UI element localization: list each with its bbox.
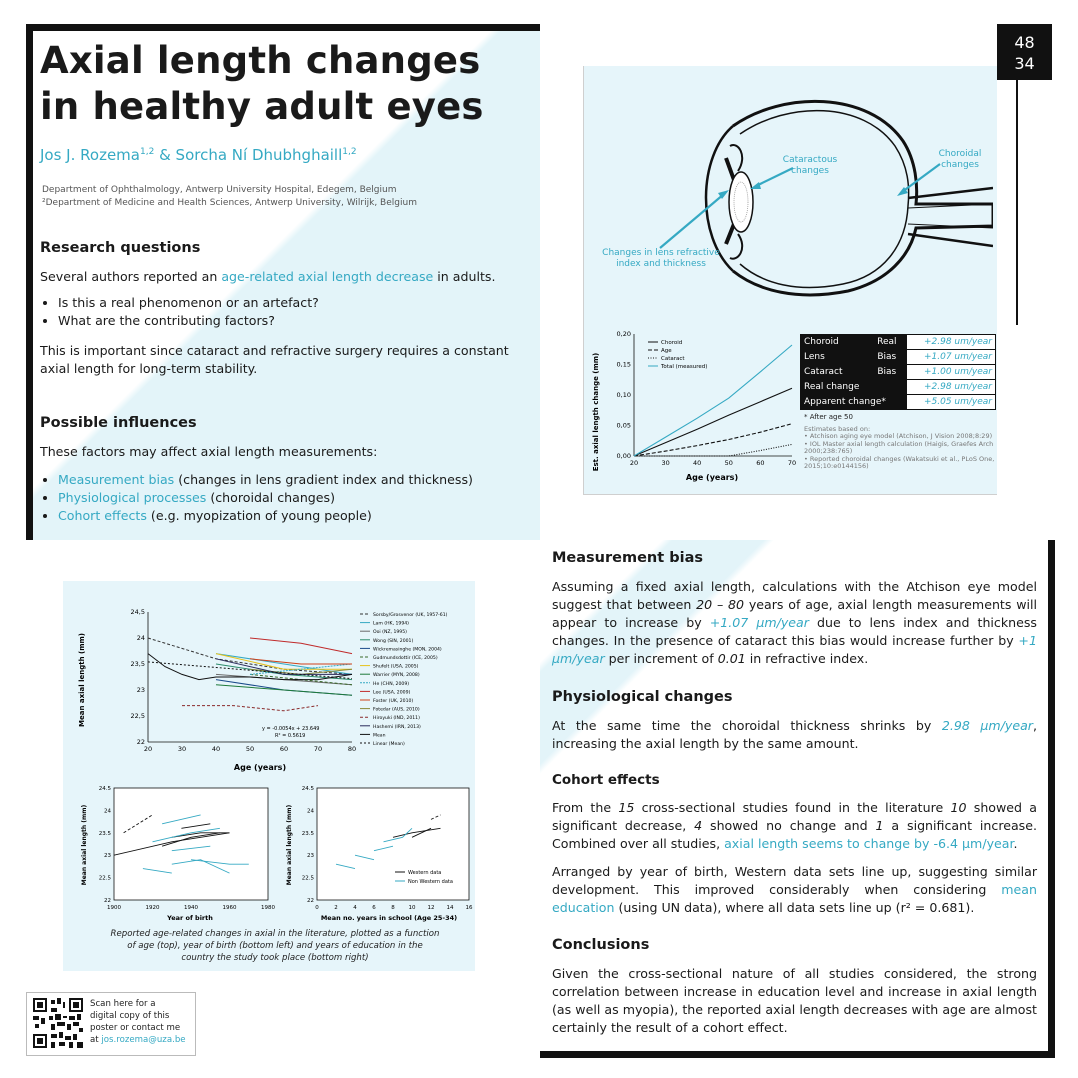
x-tick-label: 70 <box>313 745 323 753</box>
affiliation-1: Department of Ophthalmology, Antwerp University Hospital, Edegem, Belgium <box>42 185 397 195</box>
series-line <box>182 706 318 711</box>
co-text: From the <box>552 800 619 815</box>
y-tick-label: 23.5 <box>98 830 111 837</box>
co-combined-rate: axial length seems to change by -6.4 µm/year <box>724 836 1014 851</box>
legend-label: Western data <box>408 870 442 876</box>
table-cell-value: +1.07 um/year <box>906 350 995 365</box>
list-item: • What are the contributing factors? <box>58 312 548 330</box>
table-source: • Reported choroidal changes (Wakatsuki et al., PLoS One, 2015;10:e0144156) <box>804 454 995 470</box>
x-tick-label: 8 <box>391 905 395 911</box>
rq-intro-highlight: age-related axial length decrease <box>221 269 434 284</box>
legend-label: Ooi (NZ, 1995) <box>373 630 407 636</box>
y-tick-label: 0,10 <box>616 391 631 399</box>
legend-label: Age <box>661 348 672 354</box>
author-1: Jos J. Rozema <box>40 146 140 164</box>
x-tick-label: 1940 <box>184 905 198 911</box>
text-panel-right-bar <box>1048 540 1055 1058</box>
x-tick-label: 4 <box>353 905 357 911</box>
rq-intro-end: in adults. <box>433 269 496 284</box>
x-tick-label: 40 <box>693 459 702 467</box>
x-tick-label: 30 <box>661 459 670 467</box>
chart4-ylabel: Mean axial length (mm) <box>286 804 293 886</box>
cohort-text <box>552 799 1037 853</box>
axial-length-vs-education-chart <box>283 780 475 925</box>
conclusions-heading: Conclusions <box>552 937 650 953</box>
y-tick-label: 23 <box>136 686 145 694</box>
table-row <box>801 395 996 410</box>
chart2-fit-equation: y = -0.0054x + 23.649 <box>262 726 320 732</box>
mb-cataract-bias: +1 µm/year <box>552 633 1037 666</box>
influence-text: (e.g. myopization of young people) <box>146 508 372 523</box>
affiliation-2: ²Department of Medicine and Health Sciences, Antwerp University, Wilrijk, Belgium <box>42 198 417 208</box>
research-questions-list <box>40 294 548 330</box>
chart4-xlabel: Mean no. years in school (Age 25-34) <box>320 914 458 922</box>
co-num: 10 <box>950 800 967 815</box>
header-top-bar <box>26 24 540 31</box>
legend-label: He (CHN, 2009) <box>373 681 410 687</box>
influence-highlight: Physiological processes <box>58 490 207 505</box>
chart1-ylabel: Est. axial length change (mm) <box>592 352 600 472</box>
legend-label: Lam (HK, 1994) <box>373 621 409 627</box>
co-text: . <box>1013 836 1018 851</box>
legend-label: Shufelt (USA, 2005) <box>373 664 419 670</box>
table-cell-name: Choroid <box>801 335 868 350</box>
sclera-outline <box>733 101 993 295</box>
mb-text: in refractive index. <box>745 651 869 666</box>
y-tick-label: 23 <box>307 853 314 860</box>
text-panel-bottom-bar <box>540 1051 1055 1058</box>
influence-text: (choroidal changes) <box>206 490 336 505</box>
possible-influences-heading: Possible influences <box>40 415 197 431</box>
x-tick-label: 1980 <box>261 905 275 911</box>
mb-text: due to lens index and thickness changes. In the presence of cataract this bias would increase further by <box>552 615 1037 648</box>
table-cell-name: Real change <box>801 380 907 395</box>
mb-text: per increment of <box>604 651 718 666</box>
y-tick-label: 22 <box>307 898 314 904</box>
x-tick-label: 16 <box>465 905 473 911</box>
y-tick-label: 24 <box>307 808 314 815</box>
y-tick-label: 0,05 <box>616 421 631 430</box>
table-row <box>801 380 996 395</box>
qr-line: poster or contact me <box>90 1023 181 1033</box>
chart2-ylabel: Mean axial length (mm) <box>78 633 86 727</box>
y-tick-label: 23,5 <box>130 660 145 668</box>
x-tick-label: 1960 <box>222 905 237 911</box>
legend-label: Foster (UK, 2010) <box>373 699 414 704</box>
conclusions-text: Given the cross-sectional nature of all studies considered, the strong correlation between increase in education level and increase in axial length (as well as myopia), the reported axial length decreases with age are almost certainly the result of a cohort effect. <box>552 966 1037 1035</box>
x-tick-label: 60 <box>279 745 289 753</box>
y-tick-label: 24 <box>104 808 111 815</box>
bias-table-notes <box>804 414 999 471</box>
co-text: Arranged by year of birth, Western data sets line up, suggesting similar development. This improved considerably when considering <box>552 864 1037 897</box>
co-text: showed no change and <box>702 818 876 833</box>
x-tick-label: 20 <box>143 745 153 753</box>
author-2-affil: 1,2 <box>342 147 357 157</box>
table-cell-value: +1.00 um/year <box>906 365 995 380</box>
legend-label: Lee (USA, 2009) <box>373 690 411 696</box>
table-cell-name: Apparent change* <box>801 395 907 410</box>
legend-label: Wickremasinghe (MON, 2004) <box>373 647 442 653</box>
table-cell-type: Bias <box>867 365 906 380</box>
mb-text: Assuming a fixed axial length, calculations with the Atchison eye model suggest that between <box>552 579 1037 612</box>
author-separator: & <box>154 146 176 164</box>
label-lens-changes: Changes in lens refractive index and thickness <box>602 248 720 269</box>
optic-nerve <box>908 188 993 246</box>
axial-length-vs-education-plot <box>302 786 473 911</box>
x-tick-label: 50 <box>245 745 255 753</box>
x-tick-label: 1900 <box>107 905 121 911</box>
legend-label: Hiroyuki (IND, 2011) <box>373 716 420 722</box>
table-cell-name: Cataract <box>801 365 868 380</box>
series-line <box>634 345 792 456</box>
x-tick-label: 6 <box>372 905 376 911</box>
research-questions-note: This is important since cataract and refractive surgery requires a constant axial length for long-term stability. <box>40 343 509 376</box>
qr-line: digital copy of this <box>90 1011 170 1021</box>
iris-top <box>726 158 734 180</box>
co-num: 1 <box>875 818 884 833</box>
table-sources-title: Estimates based on: <box>804 424 871 433</box>
eye-cross-section-diagram <box>598 86 993 316</box>
figure-caption: Reported age-related changes in axial in the literature, plotted as a function of age (top), year of birth (bottom left) and years of education in the country the study took place (bottom right) <box>110 929 440 963</box>
title-line-2: in healthy adult eyes <box>40 85 484 128</box>
mb-age-range: 20 – 80 <box>696 597 745 612</box>
measurement-bias-text <box>552 578 1037 668</box>
y-tick-label: 24.5 <box>301 786 314 792</box>
ph-text: At the same time the choroidal thickness shrinks by <box>552 718 942 733</box>
optic-nerve-inner <box>908 204 993 228</box>
qr-code-icon[interactable] <box>33 998 83 1048</box>
co-text: showed a significant decrease, <box>552 800 1037 833</box>
table-footnote: * After age 50 <box>804 413 853 421</box>
table-row <box>801 350 996 365</box>
possible-influences-list <box>40 471 553 525</box>
x-tick-label: 70 <box>787 459 797 467</box>
table-cell-type: Real <box>867 335 906 350</box>
table-row <box>801 365 996 380</box>
x-tick-label: 12 <box>427 905 435 911</box>
ph-text: , increasing the axial length by the same amount. <box>552 718 1037 751</box>
co-text: a significant increase. Combined over all studies, <box>552 818 1037 851</box>
table-source: • Atchison aging eye model (Atchison, J Vision 2008;8:29) <box>804 432 993 440</box>
table-cell-type: Bias <box>867 350 906 365</box>
x-tick-label: 80 <box>347 745 357 753</box>
qr-line: Scan here for a <box>90 999 156 1009</box>
mb-text: years of age, axial length measurements will appear to increase by <box>552 597 1038 630</box>
axial-length-vs-birth-year-plot <box>99 786 276 911</box>
table-cell-value: +5.05 um/year <box>906 395 995 410</box>
chart3-xlabel: Year of birth <box>167 914 213 922</box>
legend-label: Linear (Mean) <box>373 742 405 747</box>
research-questions-heading: Research questions <box>40 240 201 256</box>
y-tick-label: 24,5 <box>130 608 145 616</box>
co-num: 4 <box>694 818 703 833</box>
affiliations <box>42 184 417 210</box>
legend-label: Sorsby/Grosvenor (UK, 1957-61) <box>373 613 448 618</box>
y-tick-label: 23 <box>104 853 111 860</box>
x-tick-label: 0 <box>315 905 319 911</box>
qr-instructions <box>90 998 186 1046</box>
physiological-text <box>552 717 1037 753</box>
legend-label: Cataract <box>661 356 685 362</box>
series-line <box>634 388 792 456</box>
influence-text: (changes in lens gradient index and thickness) <box>174 472 473 487</box>
legend-label: Warrier (MYN, 2008) <box>373 673 420 679</box>
list-item <box>58 507 553 525</box>
page-number-bottom: 34 <box>1014 54 1035 73</box>
y-tick-label: 22.5 <box>98 875 111 882</box>
chart2-r-squared: R² = 0.5619 <box>275 733 306 739</box>
legend-label: Gudmundsdottir (ICE, 2005) <box>373 656 438 661</box>
possible-influences-intro: These factors may affect axial length measurements: <box>40 444 378 459</box>
co-text: (using UN data), where all data sets line up (r² = 0.681). <box>614 900 975 915</box>
chart2-xlabel: Age (years) <box>233 763 287 772</box>
co-num: 15 <box>618 800 635 815</box>
title-line-1: Axial length changes <box>40 39 481 82</box>
series-line <box>634 424 792 456</box>
x-tick-label: 40 <box>211 745 221 753</box>
mb-index-step: 0.01 <box>717 651 746 666</box>
ph-choroid-rate: 2.98 µm/year <box>941 718 1033 733</box>
legend-label: Fotedar (AUS, 2010) <box>373 707 420 713</box>
crystalline-lens <box>729 172 753 232</box>
measurement-bias-heading: Measurement bias <box>552 550 703 566</box>
legend-label: Choroid <box>661 340 683 346</box>
legend-label: Mean <box>373 733 386 739</box>
label-choroidal-changes: Choroidal changes <box>938 149 982 170</box>
y-tick-label: 0,20 <box>616 330 631 338</box>
chart1-xlabel: Age (years) <box>685 473 739 482</box>
y-tick-label: 24.5 <box>98 786 111 792</box>
contact-email-link[interactable]: jos.rozema@uza.be <box>101 1035 186 1045</box>
co-text: cross-sectional studies found in the literature <box>634 800 951 815</box>
list-item <box>58 471 553 489</box>
list-item: • Is this a real phenomenon or an artefact? <box>58 294 548 312</box>
x-tick-label: 50 <box>724 459 733 467</box>
plot-frame <box>114 788 268 900</box>
bias-table <box>800 334 996 410</box>
x-tick-label: 30 <box>177 745 187 753</box>
co-education: mean education <box>552 882 1037 915</box>
page-number-line <box>1016 80 1018 325</box>
y-tick-label: 22.5 <box>301 875 314 882</box>
page-number-badge <box>997 24 1052 80</box>
series-line <box>250 638 352 654</box>
y-tick-label: 22,5 <box>130 712 145 720</box>
authors <box>40 146 357 164</box>
x-tick-label: 2 <box>334 905 338 911</box>
mb-lens-bias: +1.07 µm/year <box>709 615 809 630</box>
y-tick-label: 22 <box>136 738 145 746</box>
author-2: Sorcha Ní Dhubhghaill <box>175 146 343 164</box>
chart3-ylabel: Mean axial length (mm) <box>81 804 88 886</box>
y-tick-label: 23.5 <box>301 830 314 837</box>
list-item <box>58 489 553 507</box>
table-cell-value: +2.98 um/year <box>906 380 995 395</box>
series-line <box>216 659 352 675</box>
legend-label: Hashemi (IRN, 2013) <box>373 724 421 730</box>
table-source: • IOL Master axial length calculation (Haigis, Graefes Arch 2000;238:765) <box>804 439 994 455</box>
poster-title <box>40 38 484 130</box>
x-tick-label: 14 <box>446 905 454 911</box>
label-cataractous-changes: Cataractous changes <box>782 155 838 176</box>
table-row <box>801 335 996 350</box>
series-line <box>216 685 352 695</box>
axial-length-vs-birth-year-chart <box>78 780 278 925</box>
physiological-heading: Physiological changes <box>552 689 733 705</box>
table-cell-value: +2.98 um/year <box>906 335 995 350</box>
legend-label: Non Western data <box>408 879 453 885</box>
header-left-bar <box>26 24 33 540</box>
rq-intro-text: Several authors reported an <box>40 269 222 284</box>
qr-at: at <box>90 1035 102 1045</box>
author-1-affil: 1,2 <box>139 147 155 157</box>
x-tick-label: 10 <box>408 905 416 911</box>
retina-outline <box>740 111 909 288</box>
axial-length-vs-age-chart <box>70 600 475 775</box>
y-tick-label: 24 <box>136 634 145 642</box>
legend-label: Total (measured) <box>661 364 708 370</box>
x-tick-label: 60 <box>756 459 765 467</box>
table-cell-name: Lens <box>801 350 868 365</box>
y-tick-label: 22 <box>104 898 111 904</box>
legend-label: Wong (SIN, 2001) <box>373 638 414 644</box>
influence-highlight: Cohort effects <box>58 508 147 523</box>
axial-change-chart <box>590 326 798 486</box>
cohort-text-2 <box>552 863 1037 917</box>
x-tick-label: 1920 <box>145 905 160 911</box>
y-tick-label: 0,15 <box>616 360 631 369</box>
qr-line <box>90 1034 186 1046</box>
series-line <box>216 680 352 696</box>
y-tick-label: 0,00 <box>616 452 631 460</box>
page-number-top: 48 <box>1014 33 1035 52</box>
influence-highlight: Measurement bias <box>58 472 175 487</box>
iris-bottom <box>726 224 734 244</box>
x-tick-label: 20 <box>629 459 639 467</box>
cohort-heading: Cohort effects <box>552 772 660 788</box>
axial-change-plot <box>617 330 797 467</box>
research-questions-intro <box>40 268 530 286</box>
